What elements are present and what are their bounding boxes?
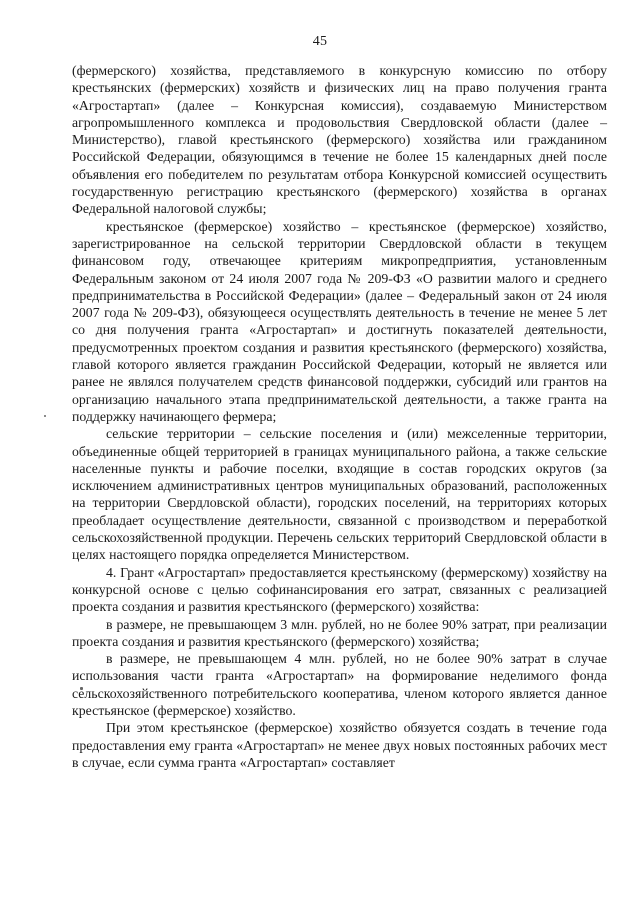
paragraph-grant-provision: 4. Грант «Агростартап» предоставляется крестьянскому (фермерскому) хозяйству на конкурсной основе с целью софинансирования его затрат, связанных с реализацией проекта создания и развития крестьянского (фермерского) хозяйства: [72, 564, 607, 615]
scan-speck [44, 415, 46, 417]
paragraph-grant-amount-4mln: в размере, не превышающем 4 млн. рублей, но не более 90% затрат в случае использования части гранта «Агростартап» на формирование неделимого фонда сельскохозяйственного потребительского кооператива, членом которого является данное крестьянское (фермерское) хозяйство. [72, 651, 607, 718]
paragraph-application-definition: (фермерского) хозяйства, представляемого в конкурсную комиссию по отбору крестьянских (фермерских) хозяйств и физических лиц на право получения гранта «Агростартап» (далее – Конкурсная комиссия), создаваемую Министерством агропромышленного комплекса и продовольствия Свердловской области (далее – Министерство), главой крестьянского (фермерского) хозяйства или гражданином Российской Федерации, обязующимся в течение не более 15 календарных дней после объявления его победителем по результатам отбора Конкурсной комиссией осуществить государственную регистрацию крестьянского (фермерского) хозяйства в органах Федеральной налоговой службы; [72, 63, 607, 217]
paragraph-grant-amount-3mln: в размере, не превышающем 3 млн. рублей, но не более 90% затрат, при реализации проекта создания и развития крестьянского (фермерского) хозяйства; [72, 616, 607, 649]
paragraph-jobs-obligation: При этом крестьянское (фермерское) хозяйство обязуется создать в течение года предоставления ему гранта «Агростартап» не менее двух новых постоянных рабочих мест в случае, если сумма гранта «Агростартап» составляет [72, 720, 607, 770]
paragraph-rural-territories-definition: сельские территории – сельские поселения и (или) межселенные территории, объединенные общей территорией в границах муниципального района, а также сельские населенные пункты и рабочие поселки, входящие в состав городских округов (за исключением административных центров муниципальных образований, расположенных на территории Свердловской области), городских поселений, на территориях которых преобладает осуществление деятельности, связанной с производством и переработкой сельскохозяйственной продукции. Перечень сельских территорий Свердловской области в целях настоящего порядка определяется Министерством. [72, 426, 607, 563]
paragraph-farm-definition: крестьянское (фермерское) хозяйство – крестьянское (фермерское) хозяйство, зарегистрированное на сельской территории Свердловской области в текущем финансовом году, отвечающее критериям микропредприятия, установленным Федеральным законом от 24 июля 2007 года № 209-ФЗ «О развитии малого и среднего предпринимательства в Российской Федерации» (далее – Федеральный закон от 24 июля 2007 года № 209-ФЗ), обязующееся осуществлять деятельность в течение не менее 5 лет со дня получения гранта «Агростартап» и достигнуть показателей деятельности, предусмотренных проектом создания и развития крестьянского (фермерского) хозяйства, главой которого является гражданин Российской Федерации, который не является или ранее не являлся получателем средств финансовой поддержки, субсидий или грантов на организацию начального этапа предпринимательской деятельности, а также гранта на поддержку начинающего фермера; [72, 218, 607, 424]
page-number: 45 [312, 34, 328, 49]
document-body [72, 62, 607, 771]
